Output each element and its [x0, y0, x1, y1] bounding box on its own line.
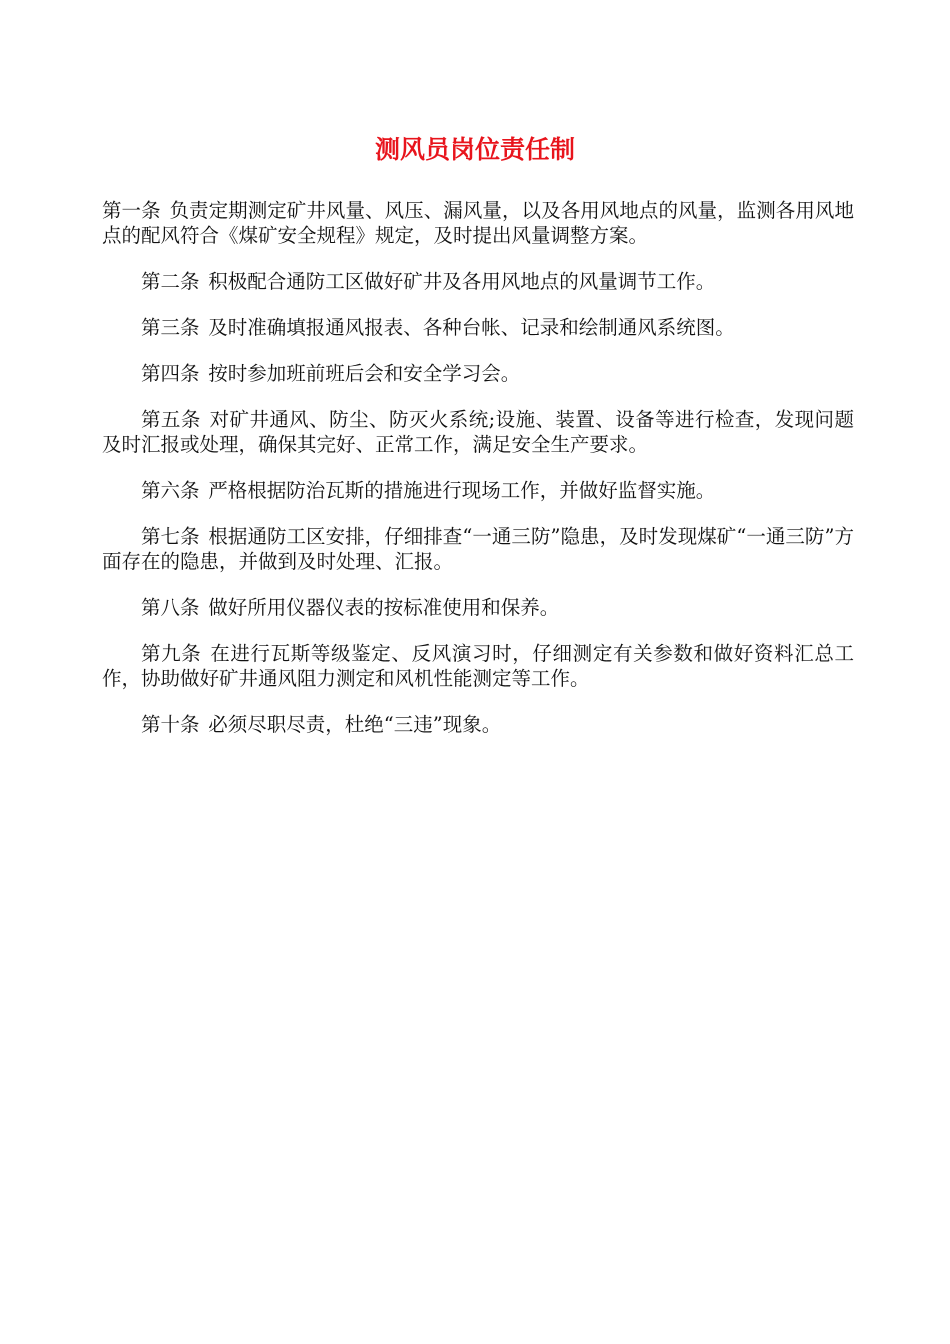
article-text: 对矿井通风、防尘、防灭火系统;设施、装置、设备等进行检查，发现问题及时汇报或处理，确保其完好、正常工作，满足安全生产要求。 — [102, 408, 854, 456]
article-7 — [102, 524, 854, 574]
article-text: 按时参加班前班后会和安全学习会。 — [208, 362, 521, 385]
article-number: 第五条 — [141, 408, 201, 431]
article-text: 在进行瓦斯等级鉴定、反风演习时，仔细测定有关参数和做好资料汇总工作，协助做好矿井通风阻力测定和风机性能测定等工作。 — [102, 642, 854, 690]
article-number: 第二条 — [141, 270, 200, 293]
document-title: 测风员岗位责任制 — [374, 135, 575, 164]
article-number: 第十条 — [141, 713, 200, 736]
article-number: 第四条 — [141, 362, 200, 385]
article-2 — [102, 269, 854, 294]
article-10 — [102, 712, 854, 737]
article-8 — [102, 595, 854, 620]
article-text: 做好所用仪器仪表的按标准使用和保养。 — [208, 596, 560, 619]
article-text: 及时准确填报通风报表、各种台帐、记录和绘制通风系统图。 — [208, 316, 735, 339]
article-4 — [102, 361, 854, 386]
article-number: 第三条 — [141, 316, 200, 339]
article-text: 必须尽职尽责，杜绝“三违”现象。 — [208, 713, 502, 736]
article-number: 第六条 — [141, 479, 200, 502]
document-body — [102, 198, 854, 758]
article-number: 第一条 — [102, 199, 161, 222]
article-text: 负责定期测定矿井风量、风压、漏风量，以及各用风地点的风量，监测各用风地点的配风符合《煤矿安全规程》规定，及时提出风量调整方案。 — [102, 199, 854, 247]
article-1 — [102, 198, 854, 248]
article-number: 第七条 — [141, 525, 200, 548]
article-5 — [102, 407, 854, 457]
article-6 — [102, 478, 854, 503]
article-3 — [102, 315, 854, 340]
article-text: 积极配合通防工区做好矿井及各用风地点的风量调节工作。 — [208, 270, 716, 293]
article-number: 第九条 — [141, 642, 202, 665]
article-text: 根据通防工区安排，仔细排查“一通三防”隐患，及时发现煤矿“一通三防”方面存在的隐患，并做到及时处理、汇报。 — [102, 525, 854, 573]
article-text: 严格根据防治瓦斯的措施进行现场工作，并做好监督实施。 — [208, 479, 716, 502]
article-9 — [102, 641, 854, 691]
article-number: 第八条 — [141, 596, 200, 619]
